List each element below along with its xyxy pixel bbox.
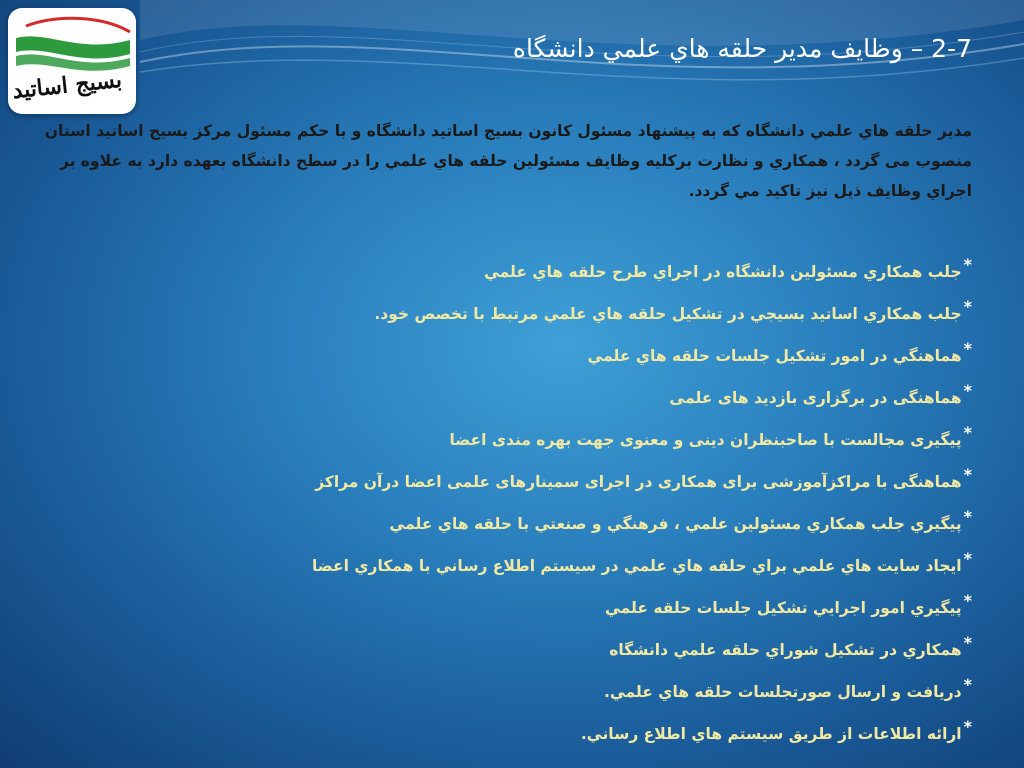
duty-item [212, 508, 972, 550]
duty-item [212, 634, 972, 676]
logo-text: بسيج اساتيد [11, 66, 124, 105]
asterisk-bullet-icon: * [963, 591, 972, 610]
duty-text: دريافت و ارسال صورتجلسات حلقه هاي علمي. [603, 683, 962, 701]
duty-text: همكاري در تشكيل شوراي حلقه علمي دانشگاه [609, 641, 962, 659]
duty-item [212, 718, 972, 760]
slide-title: 2-7 – وظايف مدير حلقه هاي علمي دانشگاه [512, 34, 972, 63]
duty-item [212, 550, 972, 592]
intro-paragraph: مدير حلقه هاي علمي دانشگاه كه به پيشنهاد مسئول كانون بسيج اساتيد دانشگاه و با حكم مسئول مركز بسيج اساتيد استان منصوب مى گردد ، همكاري و نظارت بركليه وظايف مسئولين حلقه هاي علمي را در سطح دانشگاه بعهده دارد به علاوه بر اجراي وظايف ذيل نيز تاكيد مي گردد. [44, 122, 972, 200]
duty-text: پيگيری مجالست با صاحبنظران دينی و معنوی جهت بهره مندی اعضا [449, 431, 962, 449]
duty-item [212, 676, 972, 718]
asterisk-bullet-icon: * [963, 633, 972, 652]
duty-item [212, 424, 972, 466]
duty-text: پيگيري امور اجرايي تشكيل جلسات حلقه علمي [604, 599, 962, 617]
asterisk-bullet-icon: * [963, 297, 972, 316]
asterisk-bullet-icon: * [963, 423, 972, 442]
duty-text: پيگيري جلب همكاري مسئولين علمي ، فرهنگي و صنعتي با حلقه هاي علمي [389, 515, 962, 533]
duty-text: هماهنگی در برگزاری بازديد های علمی [669, 389, 962, 407]
asterisk-bullet-icon: * [963, 675, 972, 694]
duty-text: هماهنگي در امور تشكيل جلسات حلقه هاي علمي [587, 347, 962, 365]
duty-text: ايجاد سايت هاي علمي براي حلقه هاي علمي در سيستم اطلاع رساني با همكاري اعضا [311, 557, 962, 575]
asterisk-bullet-icon: * [963, 339, 972, 358]
asterisk-bullet-icon: * [963, 381, 972, 400]
duty-text: هماهنگی با مراكزآموزشی برای همكاری در اجرای سمينارهای علمی اعضا درآن مراكز [315, 473, 962, 491]
duty-text: جلب همكاري اساتيد بسيجي در تشكيل حلقه هاي علمي مرتبط با تخصص خود. [374, 305, 962, 323]
asterisk-bullet-icon: * [963, 717, 972, 736]
duty-item [212, 298, 972, 340]
duty-item [212, 592, 972, 634]
duty-item [212, 382, 972, 424]
basij-asatid-logo [8, 8, 136, 114]
duty-item [212, 256, 972, 298]
duty-text: ارائه اطلاعات از طريق سيستم هاي اطلاع رساني. [580, 725, 962, 743]
asterisk-bullet-icon: * [963, 549, 972, 568]
duty-item [212, 340, 972, 382]
duty-text: جلب همكاري مسئولين دانشگاه در اجراي طرح حلقه هاي علمي [483, 263, 962, 281]
duties-list [212, 256, 972, 760]
asterisk-bullet-icon: * [963, 465, 972, 484]
duty-item [212, 466, 972, 508]
asterisk-bullet-icon: * [963, 507, 972, 526]
asterisk-bullet-icon: * [963, 255, 972, 274]
